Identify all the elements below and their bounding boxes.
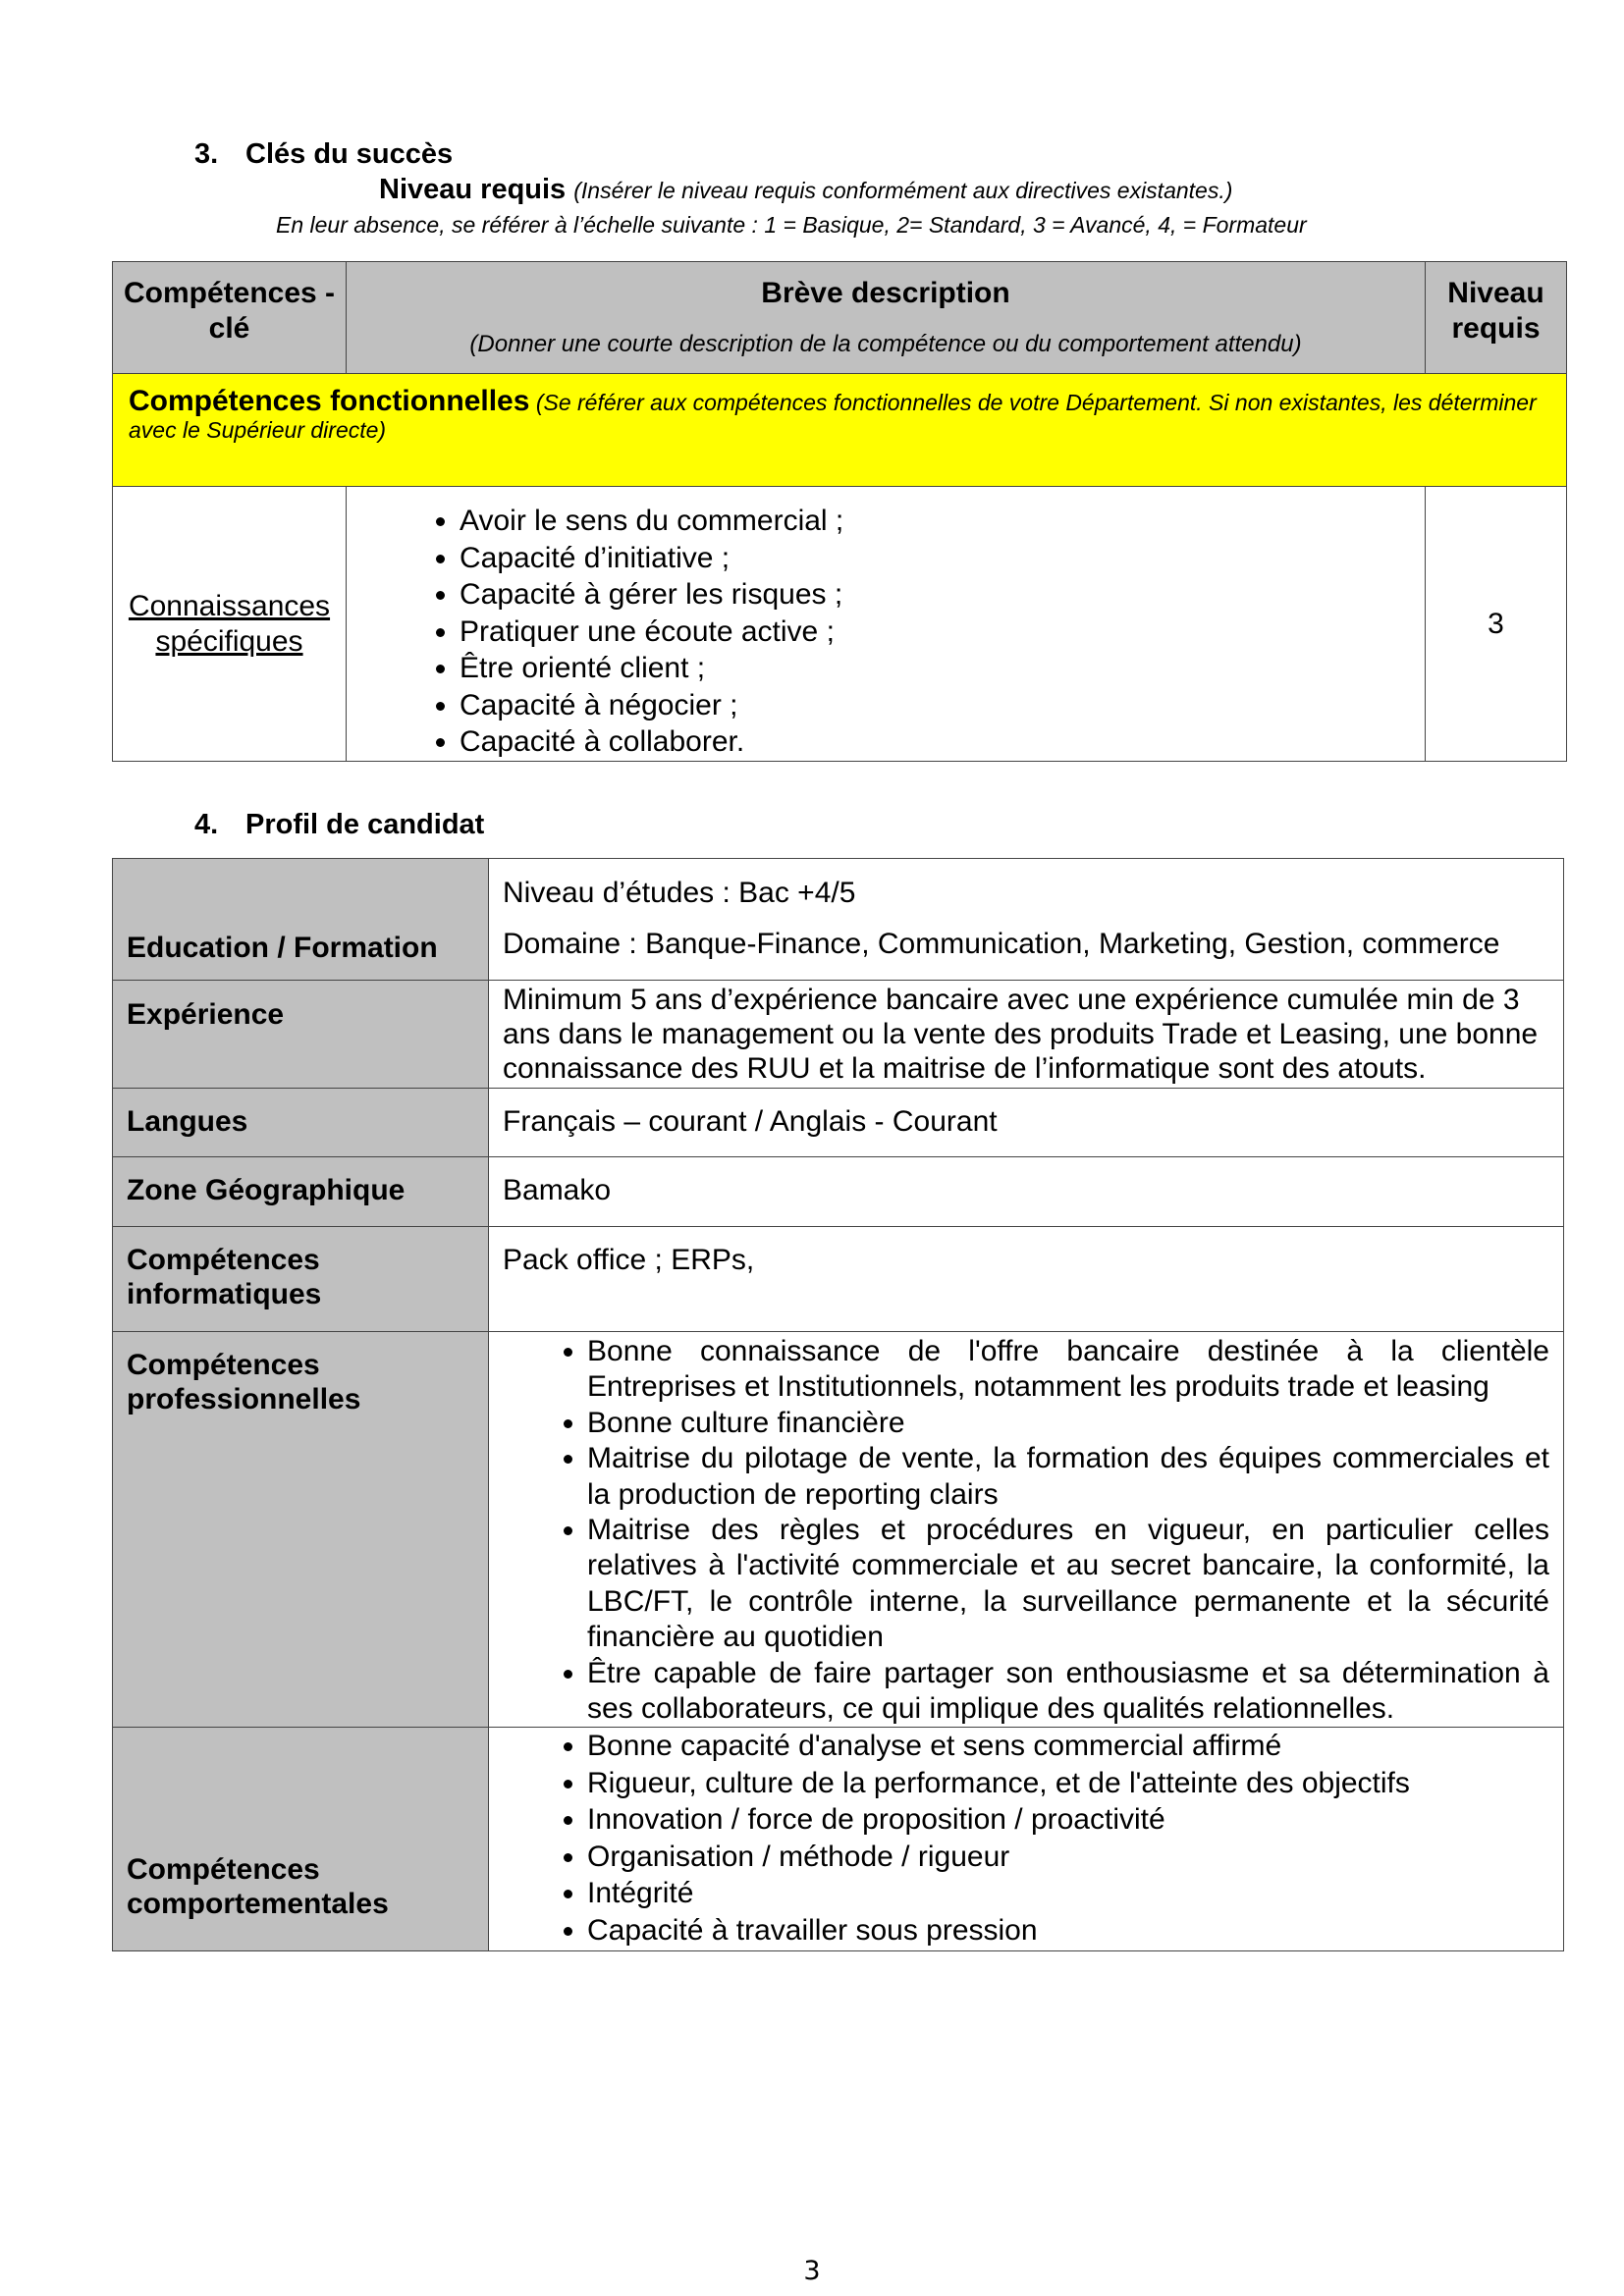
professionnelles-row [113, 1332, 1564, 1728]
fonctionnelles-banner [113, 374, 1567, 487]
professionnelles-list [489, 1334, 1549, 1727]
niveau-requis-line [379, 173, 1232, 207]
list-item: • Bonne connaissance de l'offre bancaire destinée à la clientèle Entreprises et Institutionnels, notamment les produits trade et leasing [587, 1334, 1549, 1406]
header-niveau-requis-text: Niveau requis [1447, 277, 1544, 345]
level-scale-note: En leur absence, se référer à l’échelle suivante : 1 = Basique, 2= Standard, 3 = Avancé, 4, = Formateur [276, 212, 1307, 238]
connaissances-level: 3 [1426, 487, 1567, 762]
header-competences-cle [113, 262, 347, 374]
langues-value: Français – courant / Anglais - Courant [489, 1089, 1564, 1157]
education-domaine: Domaine : Banque-Finance, Communication, Marketing, Gestion, commerce [503, 928, 1500, 960]
langues-row [113, 1089, 1564, 1157]
list-item: • Maitrise du pilotage de vente, la formation des équipes commerciales et la production de reporting clairs [587, 1441, 1549, 1513]
comportementales-label: Compétences comportementales [113, 1728, 489, 1951]
education-niveau: Niveau d’études : Bac +4/5 [503, 877, 856, 909]
comportementales-list [489, 1728, 1549, 1949]
section-4-heading [194, 808, 484, 841]
header-breve-description [347, 262, 1426, 374]
education-value [489, 859, 1564, 981]
list-item: • Capacité à négocier ; [460, 687, 1425, 724]
header-competences-cle-text: Compétences -clé [123, 277, 336, 345]
niveau-requis-note: (Insérer le niveau requis conformément aux directives existantes.) [573, 178, 1233, 203]
list-item: • Capacité à travailler sous pression [587, 1912, 1549, 1949]
list-item: • Rigueur, culture de la performance, et de l'atteinte des objectifs [587, 1765, 1549, 1802]
list-item: • Pratiquer une écoute active ; [460, 614, 1425, 651]
page-number: 3 [803, 2256, 821, 2286]
zone-row [113, 1157, 1564, 1227]
list-item: • Être capable de faire partager son enthousiasme et sa détermination à ses collaborateurs, ce qui implique des qualités relationnelles. [587, 1656, 1549, 1728]
section-3-title: Clés du succès [245, 138, 454, 170]
header-niveau-requis [1426, 262, 1567, 374]
profil-table [112, 858, 1564, 1951]
informatiques-label: Compétences informatiques [113, 1227, 489, 1332]
competences-header-row [113, 262, 1567, 374]
connaissances-items-cell [347, 487, 1426, 762]
list-item: • Capacité à gérer les risques ; [460, 576, 1425, 614]
comportementales-row [113, 1728, 1564, 1951]
connaissances-list [347, 503, 1425, 761]
experience-value: Minimum 5 ans d’expérience bancaire avec une expérience cumulée min de 3 ans dans le management ou la vente des produits Trade et Leasing, une bonne connaissance des RUU et la maitrise de l’informatique sont des atouts. [489, 981, 1564, 1089]
education-row [113, 859, 1564, 981]
section-3-number: 3. [194, 138, 219, 170]
connaissances-row [113, 487, 1567, 762]
fonctionnelles-row [113, 374, 1567, 487]
competences-table [112, 261, 1567, 762]
list-item: • Innovation / force de proposition / proactivité [587, 1801, 1549, 1839]
list-item: • Être orienté client ; [460, 650, 1425, 687]
langues-label: Langues [113, 1089, 489, 1157]
list-item: • Intégrité [587, 1875, 1549, 1912]
section-4-title: Profil de candidat [245, 809, 485, 840]
professionnelles-items-cell [489, 1332, 1564, 1728]
experience-label: Expérience [113, 981, 489, 1089]
informatiques-row [113, 1227, 1564, 1332]
list-item: • Maitrise des règles et procédures en vigueur, en particulier celles relatives à l'activité commerciale et au secret bancaire, la conformité, la LBC/FT, le contrôle interne, la surveillance permanente et la sécurité financière au quotidien [587, 1513, 1549, 1656]
list-item: • Bonne culture financière [587, 1406, 1549, 1441]
fonctionnelles-note: (Se référer aux compétences fonctionnelles de votre Département. Si non existantes, les déterminer avec le Supérieur directe) [129, 390, 1537, 443]
experience-row [113, 981, 1564, 1089]
fonctionnelles-title: Compétences fonctionnelles [129, 385, 530, 417]
section-3-heading [194, 137, 453, 171]
informatiques-value: Pack office ; ERPs, [489, 1227, 1564, 1332]
professionnelles-label: Compétences professionnelles [113, 1332, 489, 1728]
zone-label: Zone Géographique [113, 1157, 489, 1227]
education-label: Education / Formation [113, 859, 489, 981]
list-item: • Capacité à collaborer. [460, 723, 1425, 761]
list-item: • Capacité d’initiative ; [460, 540, 1425, 577]
header-breve-description-sub: (Donner une courte description de la compétence ou du comportement attendu) [469, 331, 1302, 357]
list-item: • Avoir le sens du commercial ; [460, 503, 1425, 540]
connaissances-label: Connaissances spécifiques [113, 487, 347, 762]
list-item: • Bonne capacité d'analyse et sens commercial affirmé [587, 1728, 1549, 1765]
zone-value: Bamako [489, 1157, 1564, 1227]
comportementales-items-cell [489, 1728, 1564, 1951]
section-4-number: 4. [194, 809, 219, 840]
list-item: • Organisation / méthode / rigueur [587, 1839, 1549, 1876]
niveau-requis-label: Niveau requis [379, 174, 567, 205]
header-breve-description-title: Brève description [761, 277, 1010, 309]
